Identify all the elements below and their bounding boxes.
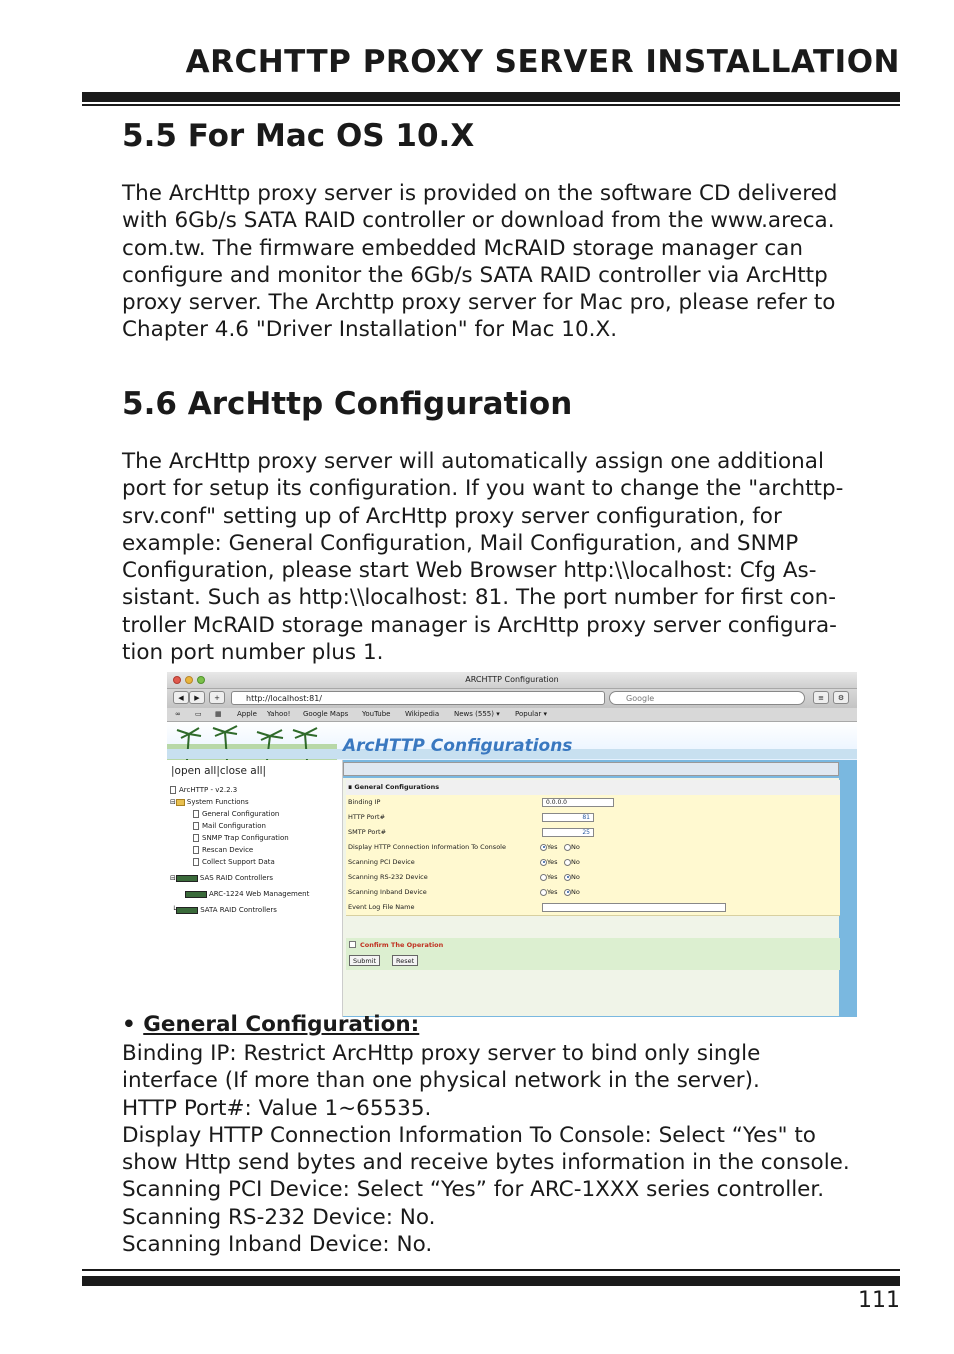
url-input[interactable]: http://localhost:81/: [231, 691, 605, 705]
body-line: sistant. Such as http:\\localhost: 81. The port number for first con-: [122, 585, 837, 611]
body-line: tion port number plus 1.: [122, 640, 384, 666]
tree-item[interactable]: ARC-1224 Web Management: [185, 890, 309, 898]
page-number: 111: [858, 1288, 900, 1313]
page-icon: [193, 810, 199, 818]
footer-rule-thin: [82, 1269, 900, 1271]
bullet: •: [122, 1012, 136, 1037]
forward-icon[interactable]: ▶: [189, 691, 205, 704]
browser-toolbar: [167, 689, 857, 708]
add-bookmark-icon[interactable]: +: [209, 691, 225, 704]
display-http-no-radio[interactable]: No: [564, 843, 580, 852]
archttp-config-screenshot: [167, 672, 857, 1017]
footer-rule-thick: [82, 1276, 900, 1286]
body-line: HTTP Port#: Value 1~65535.: [122, 1095, 432, 1121]
tree-item[interactable]: Collect Support Data: [193, 858, 275, 866]
scan-pci-row: [346, 855, 840, 871]
body-line: interface (If more than one physical network in the server).: [122, 1068, 760, 1094]
computer-icon: [170, 786, 176, 794]
display-http-label: Display HTTP Connection Information To Console: [348, 843, 506, 851]
form-header-label: ∎ General Configurations: [348, 783, 440, 791]
open-close-all-links[interactable]: |open all|close all|: [171, 765, 267, 777]
body-line: Configuration, please start Web Browser http:\\localhost: Cfg As-: [122, 558, 817, 584]
bookmark-link[interactable]: Apple: [237, 710, 257, 718]
page-icon: [193, 834, 199, 842]
bookmarks-bar: [167, 708, 857, 722]
body-line: show Http send bytes and receive bytes information in the console.: [122, 1150, 850, 1176]
scan-pci-no-radio[interactable]: No: [564, 858, 580, 867]
header-rule-thick: [82, 92, 900, 102]
raid-card-icon: [185, 891, 207, 898]
body-line: troller McRAID storage manager is ArcHttp proxy server configura-: [122, 612, 837, 638]
banner-title: ArcHTTP Configurations: [343, 736, 573, 756]
page-icon: [193, 822, 199, 830]
window-controls[interactable]: [173, 676, 205, 684]
button-row: [346, 952, 840, 970]
body-line: com.tw. The firmware embedded McRAID storage manager can: [122, 235, 803, 261]
body-line: Chapter 4.6 "Driver Installation" for Mac 10.X.: [122, 317, 618, 343]
page-icon: [193, 858, 199, 866]
search-input[interactable]: Google: [609, 691, 805, 705]
event-log-input[interactable]: [542, 903, 726, 912]
bookmark-link[interactable]: YouTube: [362, 710, 391, 718]
bookmark-link[interactable]: Wikipedia: [405, 710, 440, 718]
section-5-6-heading: 5.6 ArcHttp Configuration: [122, 386, 573, 422]
reset-button[interactable]: Reset: [392, 955, 418, 966]
scan-pci-yes-radio[interactable]: Yes: [540, 858, 558, 867]
nav-tree-pane: [167, 760, 343, 1017]
tree-item[interactable]: SNMP Trap Configuration: [193, 834, 289, 842]
scan-inband-label: Scanning Inband Device: [348, 888, 427, 896]
scan-inband-row: [346, 885, 840, 901]
general-config-body: [122, 1040, 902, 1258]
body-line: proxy server. The Archttp proxy server for Mac pro, please refer to: [122, 290, 836, 316]
body-line: srv.conf" setting up of ArcHttp proxy server configuration, for: [122, 503, 782, 529]
bookmark-link[interactable]: Google Maps: [303, 710, 349, 718]
section-5-5-heading: 5.5 For Mac OS 10.X: [122, 118, 475, 154]
raid-card-icon: [176, 875, 198, 882]
body-line: with 6Gb/s SATA RAID controller or download from the www.areca.: [122, 208, 835, 234]
window-title: ARCHTTP Configuration: [465, 675, 559, 684]
book-icon[interactable]: ▭: [195, 710, 202, 718]
tree-folder[interactable]: ⊟ System Functions: [170, 798, 249, 806]
body-line: example: General Configuration, Mail Configuration, and SNMP: [122, 530, 799, 556]
bookmark-link[interactable]: News (555) ▾: [454, 710, 500, 718]
config-pane: [343, 760, 857, 1017]
tree-item[interactable]: General Configuration: [193, 810, 279, 818]
smtp-port-input[interactable]: 25: [542, 828, 594, 837]
section-5-5-body: [122, 180, 902, 344]
scan-rs232-row: [346, 870, 840, 886]
grid-icon[interactable]: ▦: [215, 710, 222, 718]
body-line: The ArcHttp proxy server is provided on the software CD delivered: [122, 181, 838, 206]
general-config-heading-text: General Configuration:: [143, 1012, 420, 1037]
display-http-yes-radio[interactable]: Yes: [540, 843, 558, 852]
close-icon[interactable]: [173, 676, 181, 684]
binding-ip-label: Binding IP: [348, 798, 381, 806]
folder-icon: [176, 799, 185, 806]
binding-ip-select[interactable]: 0.0.0.0: [542, 798, 614, 807]
zoom-icon[interactable]: [197, 676, 205, 684]
body-line: configure and monitor the 6Gb/s SATA RAID controller via ArcHttp: [122, 262, 828, 288]
tree-item[interactable]: Rescan Device: [193, 846, 253, 854]
section-5-6-body: [122, 448, 902, 666]
confirm-row: [346, 938, 840, 952]
scan-rs232-no-radio[interactable]: No: [564, 873, 580, 882]
general-config-form: [343, 778, 839, 1016]
body-line: Scanning RS-232 Device: No.: [122, 1204, 436, 1230]
event-log-row: [346, 900, 840, 916]
confirm-label: Confirm The Operation: [360, 941, 444, 949]
gear-icon[interactable]: ⚙: [833, 691, 849, 704]
reading-list-icon[interactable]: ∞: [175, 710, 181, 718]
submit-button[interactable]: Submit: [349, 955, 380, 966]
confirm-checkbox[interactable]: [349, 941, 356, 948]
scan-rs232-yes-radio[interactable]: Yes: [540, 873, 558, 882]
smtp-port-label: SMTP Port#: [348, 828, 387, 836]
minimize-icon[interactable]: [185, 676, 193, 684]
back-icon[interactable]: ◀: [173, 691, 189, 704]
tree-item[interactable]: Mail Configuration: [193, 822, 266, 830]
header-rule-thin: [82, 104, 900, 106]
body-line: The ArcHttp proxy server will automatically assign one additional: [122, 449, 824, 474]
tree-folder[interactable]: └ SATA RAID Controllers: [172, 906, 277, 914]
body-line: port for setup its configuration. If you want to change the "archttp-: [122, 476, 844, 502]
bookmark-link[interactable]: Yahoo!: [267, 710, 291, 718]
general-config-heading: [122, 1012, 419, 1037]
window-titlebar: [167, 672, 857, 689]
event-log-label: Event Log File Name: [348, 903, 415, 911]
rss-icon[interactable]: ≡: [813, 691, 829, 704]
http-port-input[interactable]: 81: [542, 813, 594, 822]
body-line: Scanning Inband Device: No.: [122, 1232, 433, 1258]
http-port-row: [346, 810, 840, 826]
display-http-row: [346, 840, 840, 856]
page-icon: [193, 846, 199, 854]
http-port-label: HTTP Port#: [348, 813, 386, 821]
scan-pci-label: Scanning PCI Device: [348, 858, 415, 866]
scan-rs232-label: Scanning RS-232 Device: [348, 873, 428, 881]
raid-card-icon: [176, 907, 198, 914]
tree-folder[interactable]: ⊟ SAS RAID Controllers: [170, 874, 274, 882]
body-line: Binding IP: Restrict ArcHttp proxy server to bind only single: [122, 1041, 761, 1066]
binding-ip-row: [346, 795, 840, 811]
body-line: Display HTTP Connection Information To Console: Select “Yes" to: [122, 1122, 816, 1148]
header-title: ARCHTTP PROXY SERVER INSTALLATION: [185, 44, 900, 80]
config-pane-top: [343, 762, 839, 776]
smtp-port-row: [346, 825, 840, 841]
scan-inband-no-radio[interactable]: No: [564, 888, 580, 897]
body-line: Scanning PCI Device: Select “Yes” for ARC-1XXX series controller.: [122, 1177, 825, 1203]
form-header: [346, 780, 840, 796]
bookmark-link[interactable]: Popular ▾: [515, 710, 547, 718]
scan-inband-yes-radio[interactable]: Yes: [540, 888, 558, 897]
tree-root[interactable]: ArcHTTP - v2.2.3: [170, 786, 237, 794]
